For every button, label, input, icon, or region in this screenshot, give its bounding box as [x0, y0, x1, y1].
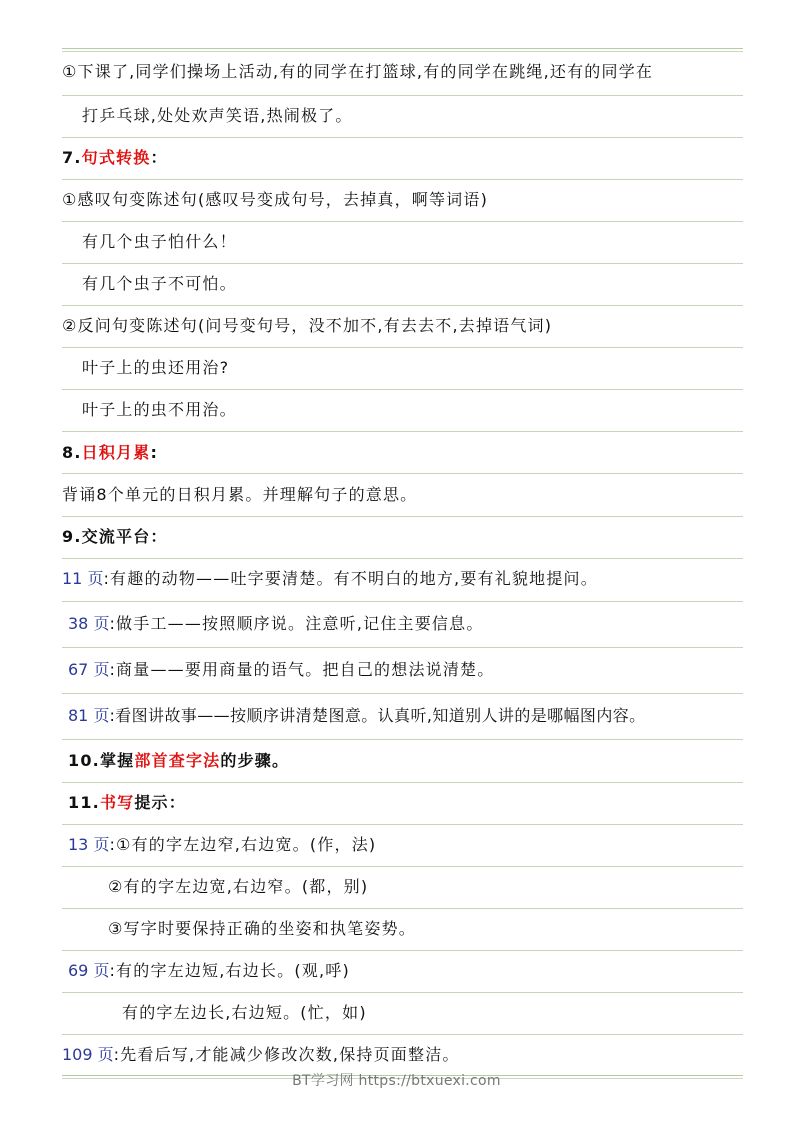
rule	[62, 347, 743, 348]
section-heading-9: 9.交流平台：	[62, 527, 168, 546]
text-line: ②反问句变陈述句(问号变句号，没不加不,有去去不,去掉语气词)	[62, 316, 553, 335]
page-ref: 13 页	[68, 835, 110, 854]
rule	[62, 601, 743, 602]
text-line: 叶子上的虫不用治。	[82, 400, 237, 419]
text-line: 38 页:做手工——按照顺序说。注意听,记住主要信息。	[68, 614, 484, 633]
text-line: 109 页:先看后写,才能减少修改次数,保持页面整洁。	[62, 1045, 460, 1064]
rule	[62, 263, 743, 264]
rule	[62, 782, 743, 783]
page-ref: 38 页	[68, 614, 110, 633]
text-line: 有几个虫子不可怕。	[82, 274, 237, 293]
rule	[62, 221, 743, 222]
page-ref: 109 页	[62, 1045, 114, 1064]
text-line: ③写字时要保持正确的坐姿和执笔姿势。	[108, 919, 416, 938]
text-line: ②有的字左边宽,右边窄。(都，别)	[108, 877, 369, 896]
rule	[62, 431, 743, 432]
rule	[62, 473, 743, 474]
rule	[62, 950, 743, 951]
rule	[62, 305, 743, 306]
text-line: 有的字左边长,右边短。(忙，如)	[122, 1003, 367, 1022]
rule	[62, 137, 743, 138]
text-line: 67 页:商量——要用商量的语气。把自己的想法说清楚。	[68, 660, 495, 679]
text-line: ①下课了,同学们操场上活动,有的同学在打篮球,有的同学在跳绳,还有的同学在	[62, 62, 654, 81]
rule	[62, 992, 743, 993]
rule	[62, 95, 743, 96]
rule	[62, 693, 743, 694]
rule	[62, 739, 743, 740]
rule	[62, 179, 743, 180]
page-ref: 69 页	[68, 961, 110, 980]
rule	[62, 516, 743, 517]
rule	[62, 1034, 743, 1035]
text-line: 背诵8个单元的日积月累。并理解句子的意思。	[62, 485, 418, 504]
text-line: 打乒乓球,处处欢声笑语,热闹极了。	[82, 106, 353, 125]
rule	[62, 866, 743, 867]
page-ref: 67 页	[68, 660, 110, 679]
text-line: 11 页:有趣的动物——吐字要清楚。有不明白的地方,要有礼貌地提问。	[62, 569, 598, 588]
text-line: ①感叹句变陈述句(感叹号变成句号，去掉真，啊等词语)	[62, 190, 489, 209]
watermark: BT学习网 https://btxuexi.com	[292, 1073, 501, 1089]
text-line: 13 页:①有的字左边窄,右边宽。(作，法)	[68, 835, 377, 854]
rule	[62, 908, 743, 909]
top-rule	[62, 48, 743, 52]
text-line: 叶子上的虫还用治?	[82, 358, 230, 377]
text-line: 69 页:有的字左边短,右边长。(观,呼)	[68, 961, 350, 980]
rule	[62, 389, 743, 390]
page-ref: 81 页	[68, 706, 110, 725]
section-heading-7: 7.句式转换：	[62, 148, 168, 167]
section-heading-10: 10.掌握部首查字法的步骤。	[68, 751, 290, 770]
section-heading-8: 8.日积月累:	[62, 443, 159, 462]
rule	[62, 647, 743, 648]
page-ref: 11 页	[62, 569, 104, 588]
rule	[62, 824, 743, 825]
rule	[62, 558, 743, 559]
section-heading-11: 11.书写提示：	[68, 793, 186, 812]
text-line: 81 页:看图讲故事——按顺序讲清楚图意。认真听,知道别人讲的是哪幅图内容。	[68, 706, 646, 725]
text-line: 有几个虫子怕什么！	[82, 232, 237, 251]
